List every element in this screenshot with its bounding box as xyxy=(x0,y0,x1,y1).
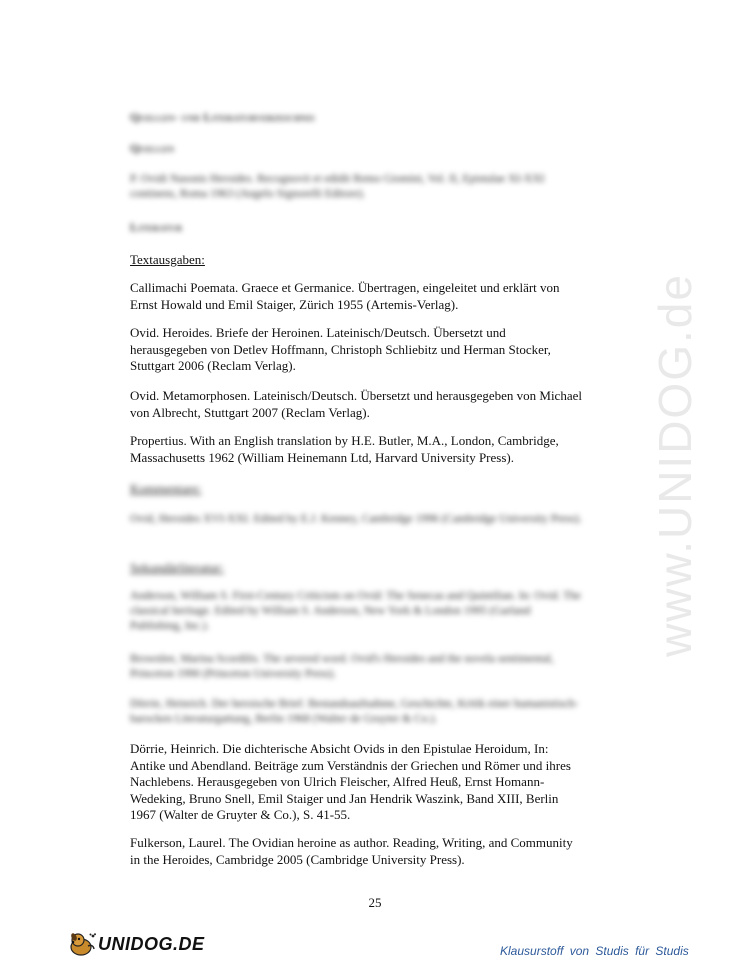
logo-text: UNIDOG.DE xyxy=(98,933,205,954)
watermark xyxy=(600,255,750,675)
secondary-heading: Sekundärliteratur: xyxy=(130,560,224,575)
bibliography-entry: Dörrie, Heinrich. Die dichterische Absicht Ovids in den Epistulae Heroidum, In: Antike und Abendland. Beiträge zum Verständnis der Griechen und Römer und ihres Nachlebens. Herausgegeben von Ulrich Fleischer, Alfred Heuß, Ernst Homann-Wedeking, Bruno Snell, Emil Staiger und Jan Hendrik Waszink, Band XIII, Berlin 1967 (Walter de Gruyter & Co.), S. 41-55. xyxy=(130,741,571,822)
commentaries-heading: Kommentare: xyxy=(130,481,202,496)
unidog-logo xyxy=(68,928,205,960)
bibliography-entry: Anderson, William S. First-Century Criticism on Ovid: The Senecas and Quintilian. In: Ovid. The classical heritage. Edited by William S. Anderson, New York & London 1995 (Garland Publishing, Inc.). xyxy=(130,590,581,632)
bibliography-entry: Ovid. Metamorphosen. Lateinisch/Deutsch. Übersetzt und herausgegeben von Michael von Albrecht, Stuttgart 2007 (Reclam Verlag). xyxy=(130,388,582,420)
bibliography-entry: Brownlee, Marina Scordilis. The severed word. Ovid's Heroides and the novela sentimental, Princeton 1990 (Princeton University Press). xyxy=(130,653,554,680)
page-number: 25 xyxy=(368,895,382,910)
bibliography-entry: Propertius. With an English translation by H.E. Butler, M.A., London, Cambridge, Massachusetts 1962 (William Heinemann Ltd, Harvard University Press). xyxy=(130,433,559,465)
footer-tagline: Klausurstoff von Studis für Studis xyxy=(500,944,689,958)
literature-heading: Literatur xyxy=(130,220,183,234)
main-heading: Quellen- und Literaturverzeichnis xyxy=(130,110,315,124)
sources-entry: P. Ovidi Nasonis Heroides. Recognovit et edidit Remo Giomini, Vol. II, Epistulae XI-XXI continens, Roma 1963 (Angelo Signorelli Editore). xyxy=(130,173,545,200)
sources-heading: Quellen xyxy=(130,141,175,155)
watermark-text: www.UNIDOG.de xyxy=(649,273,701,657)
bibliography-entry: Dörrie, Heinrich. Der heroische Brief. Bestandsaufnahme, Geschichte, Kritik einer humanistisch-barocken Literaturgattung, Berlin 1968 (Walter de Gruyter & Co.). xyxy=(130,698,579,725)
text-editions-heading: Textausgaben: xyxy=(130,252,205,267)
bibliography-entry: Callimachi Poemata. Graece et Germanice. Übertragen, eingeleitet und erklärt von Ernst Howald und Emil Staiger, Zürich 1955 (Artemis-Verlag). xyxy=(130,280,560,312)
commentary-entry: Ovid, Heroides XVI-XXI. Edited by E.J. Kenney, Cambridge 1996 (Cambridge University Press). xyxy=(130,513,582,525)
bibliography-entry: Ovid. Heroides. Briefe der Heroinen. Lateinisch/Deutsch. Übersetzt und herausgegeben von Detlev Hoffmann, Christoph Schliebitz und Herman Stocker, Stuttgart 2006 (Reclam Verlag). xyxy=(130,325,551,373)
bibliography-entry: Fulkerson, Laurel. The Ovidian heroine as author. Reading, Writing, and Community in the Heroides, Cambridge 2005 (Cambridge University Press). xyxy=(130,835,573,867)
dog-mascot-icon xyxy=(68,931,96,957)
